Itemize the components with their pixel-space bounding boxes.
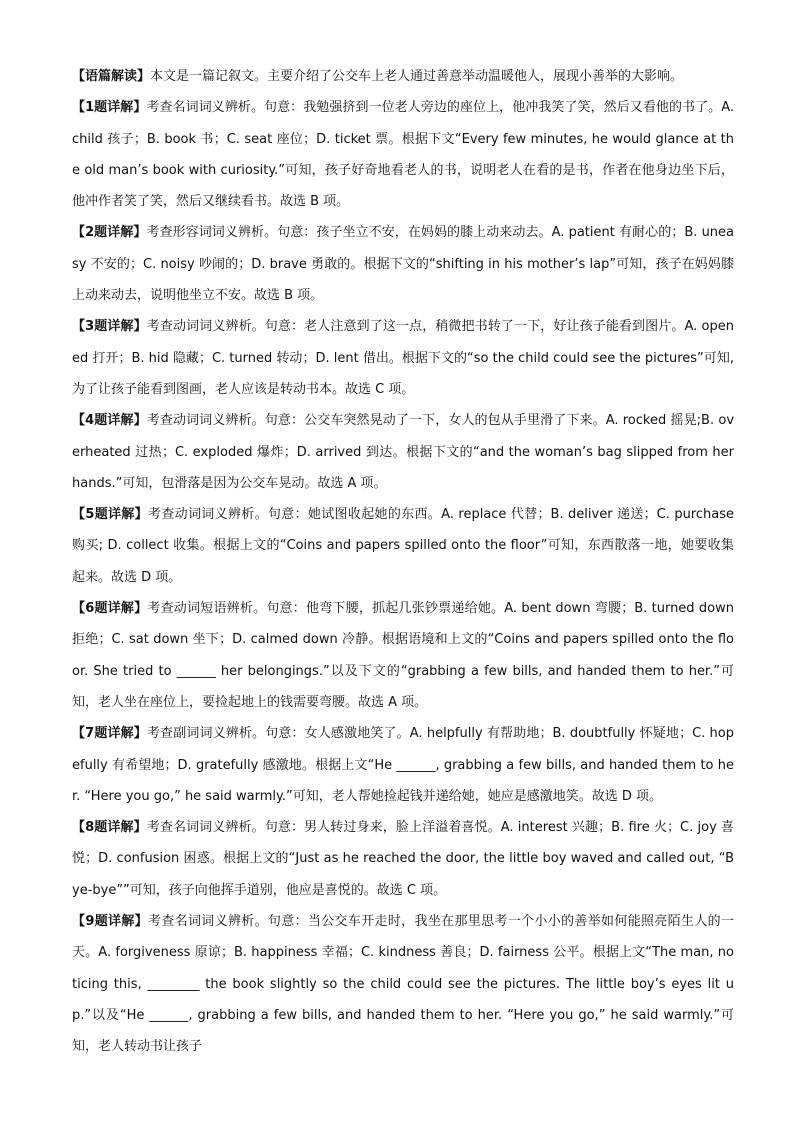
section-tag: 【9题详解】 xyxy=(72,914,148,930)
paragraph-text: 考查动词词义辨析。句意：她试图收起她的东西。A. replace 代替；B. deliver 递送；C. purchase 购买; D. collect 收集。根据上文的“Coins and papers spilled onto the floor”可知，东西散落一地，她要收集起来。故选 D 项。 xyxy=(72,507,735,585)
question-explanation-3 xyxy=(72,311,734,405)
paragraph-text: 考查名词词义辨析。句意：当公交车开走时，我坐在那里思考一个小小的善举如何能照亮陌生人的一天。A. forgiveness 原谅；B. happiness 幸福；C. kindness 善良；D. fairness 公平。根据上文“The man, noticing this, ________ the book slightly so the child could see the pictures. The little boy’s eyes lit up.”以及“He ______, grabbing a few bills, and handed them to her. “Here you go,” he said warmly.”可知，老人转动书让孩子 xyxy=(72,914,734,1055)
section-tag: 【5题详解】 xyxy=(72,507,148,523)
section-tag: 【8题详解】 xyxy=(72,820,147,836)
question-explanation-5 xyxy=(72,499,734,593)
question-explanation-1 xyxy=(72,92,734,217)
section-tag: 【语篇解读】 xyxy=(72,69,151,84)
question-explanation-2 xyxy=(72,217,734,311)
question-explanation-9 xyxy=(72,906,734,1062)
question-explanation-6 xyxy=(72,593,734,718)
section-tag: 【3题详解】 xyxy=(72,319,147,335)
section-tag: 【6题详解】 xyxy=(72,601,148,617)
section-tag: 【1题详解】 xyxy=(72,100,147,116)
paragraph-text: 考查形容词词义辨析。句意：孩子坐立不安，在妈妈的膝上动来动去。A. patient 有耐心的；B. uneasy 不安的；C. noisy 吵闹的；D. brave 勇敢的。根据下文的“shifting in his mother’s lap”可知，孩子在妈妈膝上动来动去，说明他坐立不安。故选 B 项。 xyxy=(72,225,735,304)
section-tag: 【4题详解】 xyxy=(72,413,147,429)
question-explanation-4 xyxy=(72,405,734,499)
section-tag: 【7题详解】 xyxy=(72,726,147,742)
paragraph-text: 考查名词词义辨析。句意：男人转过身来，脸上洋溢着喜悦。A. interest 兴趣；B. fire 火；C. joy 喜悦；D. confusion 困惑。根据上文的“Just as he reached the door, the little boy waved and called out, “Bye-bye””可知，孩子向他挥手道别，他应是喜悦的。故选 C 项。 xyxy=(72,820,735,898)
question-explanation-8 xyxy=(72,812,734,906)
paragraph-text: 考查副词词义辨析。句意：女人感激地笑了。A. helpfully 有帮助地；B. doubtfully 怀疑地；C. hopefully 有希望地；D. gratefully 感激地。根据上文“He ______, grabbing a few bills, and handed them to her. “Here you go,” he said warmly.”可知，老人帮她捡起钱并递给她，她应是感激地笑。故选 D 项。 xyxy=(72,726,734,804)
paragraph-text: 考查动词词义辨析。句意：老人注意到了这一点，稍微把书转了一下，好让孩子能看到图片。A. opened 打开；B. hid 隐藏；C. turned 转动；D. lent 借出。根据下文的“so the child could see the pictures”可知,为了让孩子能看到图画，老人应该是转动书本。故选 C 项。 xyxy=(72,319,735,397)
paragraph-text: 本文是一篇记叙文。主要介绍了公交车上老人通过善意举动温暖他人，展现小善举的大影响。 xyxy=(150,69,684,84)
paragraph-text: 考查动词短语辨析。句意：他弯下腰，抓起几张钞票递给她。A. bent down 弯腰；B. turned down 拒绝；C. sat down 坐下；D. calmed down 冷静。根据语境和上文的“Coins and papers spilled onto the floor. She tried to ______ her belongings.”以及下文的“grabbing a few bills, and handed them to her.”可知，老人坐在座位上，要捡起地上的钱需要弯腰。故选 A 项。 xyxy=(72,601,734,710)
paragraph-text: 考查名词词义辨析。句意：我勉强挤到一位老人旁边的座位上，他冲我笑了笑，然后又看他的书了。A. child 孩子；B. book 书；C. seat 座位；D. ticket 票。根据下文“Every few minutes, he would glance at the old man’s book with curiosity.”可知，孩子好奇地看老人的书，说明老人在看的是书，作者在他身边坐下后，他冲作者笑了笑，然后又继续看书。故选 B 项。 xyxy=(72,100,734,210)
question-explanation-7 xyxy=(72,718,734,812)
paragraph-text: 考查动词词义辨析。句意：公交车突然晃动了一下，女人的包从手里滑了下来。A. rocked 摇晃;B. overheated 过热；C. exploded 爆炸；D. arrived 到达。根据下文的“and the woman’s bag slipped from her hands.”可知，包滑落是因为公交车晃动。故选 A 项。 xyxy=(72,413,735,491)
section-tag: 【2题详解】 xyxy=(72,225,147,241)
passage-summary xyxy=(72,61,734,92)
